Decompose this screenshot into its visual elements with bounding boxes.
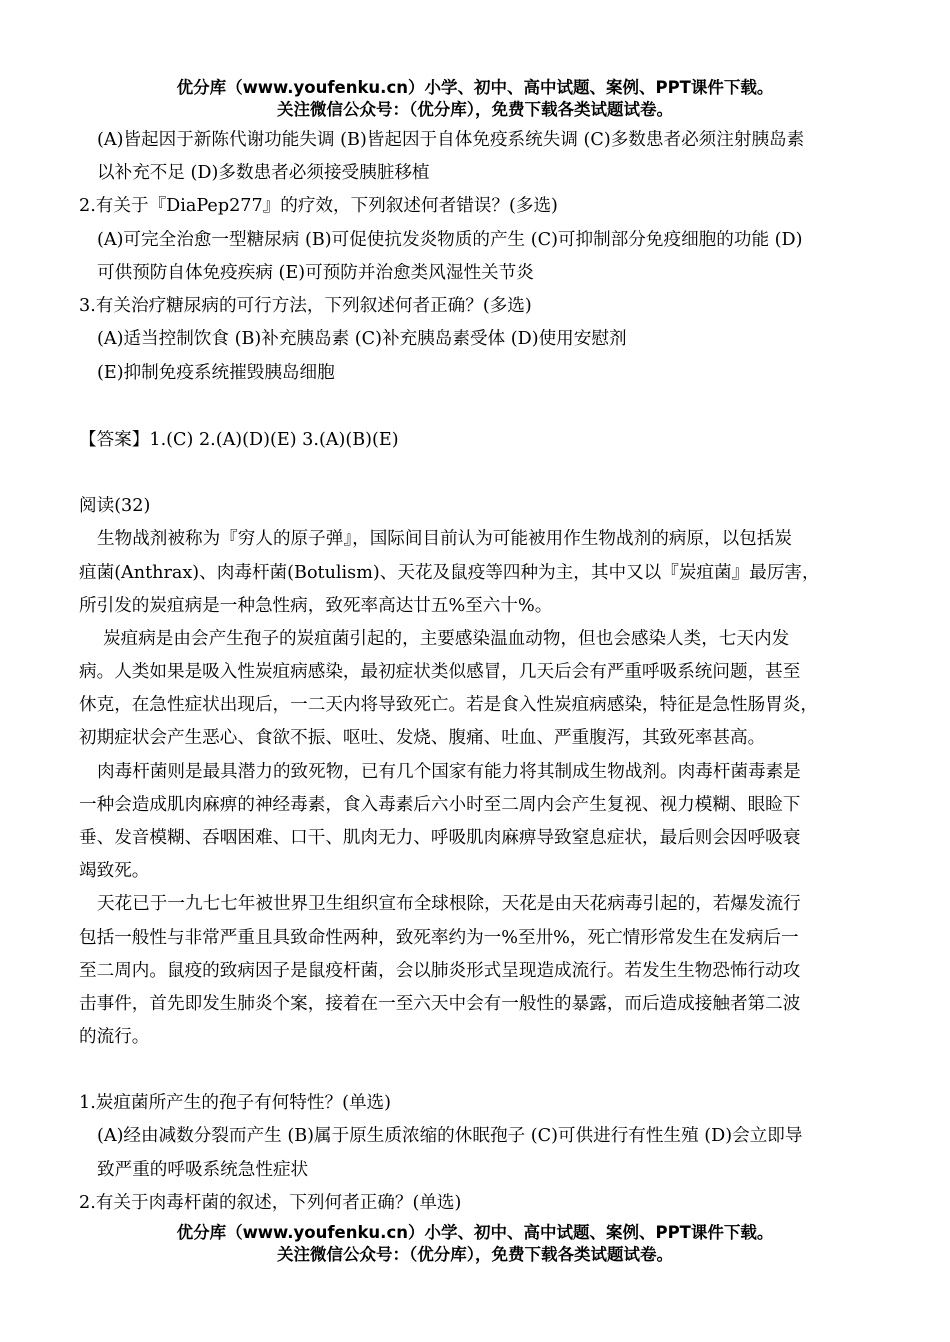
- paragraph-1-line-1: 生物战剂被称为『穷人的原子弹』，国际间目前认为可能被用作生物战剂的病原，以包括炭: [97, 529, 792, 549]
- q2-stem: 2.有关于『DiaPep277』的疗效，下列叙述何者错误？(多选): [79, 196, 558, 216]
- header-line-1: 优分库（www.youfenku.cn）小学、初中、高中试题、案例、PPT课件下载。: [176, 78, 774, 97]
- question-2-stem: 2.有关于肉毒杆菌的叙述，下列何者正确？(单选): [79, 1193, 462, 1213]
- q3-options-line-1: (A)适当控制饮食 (B)补充胰岛素 (C)补充胰岛素受体 (D)使用安慰剂: [97, 329, 627, 349]
- paragraph-1-line-2: 疽菌(Anthrax)、肉毒杆菌(Botulism)、天花及鼠疫等四种为主，其中又以『炭疽菌』最厉害，: [79, 563, 820, 583]
- paragraph-4-line-3: 至二周内。鼠疫的致病因子是鼠疫杆菌，会以肺炎形式呈现造成流行。若发生生物恐怖行动攻: [79, 961, 801, 981]
- paragraph-2-line-1: 炭疽病是由会产生孢子的炭疽菌引起的，主要感染温血动物，但也会感染人类，七天内发: [103, 629, 790, 649]
- paragraph-2-line-4: 初期症状会产生恶心、食欲不振、呕吐、发烧、腹痛、吐血、严重腹泻，其致死率甚高。: [79, 728, 766, 748]
- footer-line-2: 关注微信公众号：（优分库），免费下载各类试题试卷。: [277, 1245, 673, 1264]
- paragraph-2-line-3: 休克，在急性症状出现后，一二天内将导致死亡。若是食入性炭疽病感染，特征是急性肠胃炎，: [79, 695, 818, 715]
- paragraph-1-line-3: 所引发的炭疽病是一种急性病，致死率高达廿五%至六十%。: [79, 596, 553, 616]
- q1-options-line-1: (A)皆起因于新陈代谢功能失调 (B)皆起因于自体免疫系统失调 (C)多数患者必须注射胰岛素: [97, 130, 805, 150]
- reading-title: 阅读(32): [79, 496, 151, 516]
- answer-line: 【答案】1.(C) 2.(A)(D)(E) 3.(A)(B)(E): [79, 430, 399, 450]
- page-footer: [0, 1222, 950, 1266]
- q3-options-line-2: (E)抑制免疫系统摧毁胰岛细胞: [97, 363, 335, 383]
- question-1-options-line-1: (A)经由减数分裂而产生 (B)属于原生质浓缩的休眠孢子 (C)可供进行有性生殖 (D)会立即导: [97, 1126, 803, 1146]
- q3-stem: 3.有关治疗糖尿病的可行方法，下列叙述何者正确？(多选): [79, 296, 532, 316]
- page-header: [0, 77, 950, 121]
- question-1-stem: 1.炭疽菌所产生的孢子有何特性？(单选): [79, 1093, 392, 1113]
- paragraph-4-line-5: 的流行。: [79, 1027, 150, 1047]
- paragraph-3-line-3: 垂、发音模糊、吞咽困难、口干、肌肉无力、呼吸肌肉麻痹导致窒息症状，最后则会因呼吸衰: [79, 828, 801, 848]
- q2-options-line-1: (A)可完全治愈一型糖尿病 (B)可促使抗发炎物质的产生 (C)可抑制部分免疫细胞的功能 (D): [97, 230, 803, 250]
- paragraph-3-line-1: 肉毒杆菌则是最具潜力的致死物，已有几个国家有能力将其制成生物战剂。肉毒杆菌毒素是: [97, 762, 801, 782]
- paragraph-3-line-2: 一种会造成肌肉麻痹的神经毒素，食入毒素后六小时至二周内会产生复视、视力模糊、眼睑下: [79, 795, 801, 815]
- header-line-2: 关注微信公众号：（优分库），免费下载各类试题试卷。: [277, 100, 673, 119]
- paragraph-4-line-4: 击事件，首先即发生肺炎个案，接着在一至六天中会有一般性的暴露，而后造成接触者第二波: [79, 994, 801, 1014]
- paragraph-2-line-2: 病。人类如果是吸入性炭疽病感染，最初症状类似感冒，几天后会有严重呼吸系统问题，甚至: [79, 662, 801, 682]
- paragraph-4-line-2: 包括一般性与非常严重且具致命性两种，致死率约为一%至卅%，死亡情形常发生在发病后一: [79, 928, 799, 948]
- footer-line-1: 优分库（www.youfenku.cn）小学、初中、高中试题、案例、PPT课件下载。: [176, 1223, 774, 1242]
- paragraph-3-line-4: 竭致死。: [79, 861, 150, 881]
- q1-options-line-2: 以补充不足 (D)多数患者必须接受胰脏移植: [97, 163, 430, 183]
- q2-options-line-2: 可供预防自体免疫疾病 (E)可预防并治愈类风湿性关节炎: [97, 263, 534, 283]
- question-1-options-line-2: 致严重的呼吸系统急性症状: [97, 1160, 309, 1180]
- paragraph-4-line-1: 天花已于一九七七年被世界卫生组织宣布全球根除，天花是由天花病毒引起的，若爆发流行: [97, 894, 801, 914]
